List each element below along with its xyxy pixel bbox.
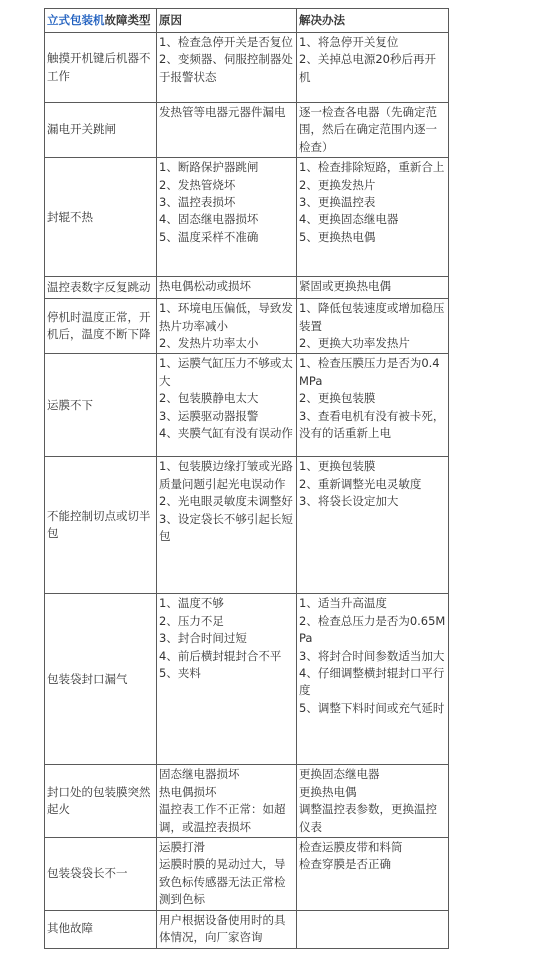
solution-cell — [297, 103, 449, 158]
solution-line: 检查运膜皮带和料筒 — [299, 840, 403, 855]
solution-line: 3、更换温控表 — [299, 195, 376, 210]
cause-line: 2、光电眼灵敏度未调整好 — [159, 494, 293, 509]
solution-line: 3、查看电机有没有被卡死，没有的话重新上电 — [299, 408, 445, 441]
cause-line: 2、压力不足 — [159, 613, 224, 628]
cause-line: 固态继电器损坏 — [159, 767, 240, 782]
solution-line: 1、检查压膜压力是否为0.4MPa — [299, 356, 440, 388]
header-solution: 解决办法 — [297, 9, 449, 33]
solution-cell — [297, 765, 449, 838]
fault-type-cell: 温控表数字反复跳动 — [45, 277, 157, 299]
cause-cell — [157, 838, 297, 911]
solution-line: 5、调整下料时间或充气延时 — [299, 700, 445, 715]
cause-line: 1、环境电压偏低，导致发热片功率减小 — [159, 301, 293, 333]
cause-line: 4、固态继电器损坏 — [159, 212, 259, 227]
solution-line: 更换固态继电器 — [299, 767, 380, 782]
cause-line: 4、夹膜气缸有没有误动作 — [159, 426, 293, 441]
solution-cell — [297, 594, 449, 765]
table-row — [45, 158, 449, 277]
header-fault-type — [45, 9, 157, 33]
cause-line: 温控表工作不正常：如超调，或温控表损坏 — [159, 802, 286, 834]
table-row — [45, 354, 449, 457]
table-row — [45, 910, 449, 948]
cause-line: 4、前后横封辊封合不平 — [159, 648, 282, 663]
troubleshooting-table — [44, 8, 449, 949]
cause-line: 3、设定袋长不够引起长短包 — [159, 511, 293, 544]
cause-line: 5、夹料 — [159, 666, 201, 681]
cause-cell — [157, 354, 297, 457]
cause-line: 1、断路保护器跳闸 — [159, 160, 259, 175]
packaging-machine-link[interactable]: 立式包装机 — [47, 12, 105, 27]
cause-cell — [157, 457, 297, 594]
solution-line: 紧固或更换热电偶 — [299, 279, 391, 294]
header-cause: 原因 — [157, 9, 297, 33]
cause-cell — [157, 594, 297, 765]
table-header-row — [45, 9, 449, 33]
solution-line: 4、更换固态继电器 — [299, 212, 399, 227]
solution-cell — [297, 277, 449, 299]
solution-line: 2、更换发热片 — [299, 177, 376, 192]
solution-line: 2、检查总压力是否为0.65MPa — [299, 613, 446, 646]
solution-cell — [297, 910, 449, 948]
solution-cell — [297, 457, 449, 594]
fault-type-cell: 漏电开关跳闸 — [45, 103, 157, 158]
cause-line: 1、检查急停开关是否复位 — [159, 35, 293, 49]
table-row — [45, 103, 449, 158]
table-row — [45, 838, 449, 911]
cause-line: 2、发热管烧坏 — [159, 177, 236, 192]
solution-line: 1、适当升高温度 — [299, 596, 387, 611]
fault-type-cell: 触摸开机键后机器不工作 — [45, 33, 157, 103]
solution-line: 3、将袋长设定加大 — [299, 494, 399, 509]
cause-line: 3、封合时间过短 — [159, 631, 247, 646]
solution-cell — [297, 33, 449, 103]
fault-type-cell: 其他故障 — [45, 910, 157, 948]
header-fault-type-label: 故障类型 — [104, 12, 151, 27]
cause-cell — [157, 103, 297, 158]
table-row — [45, 765, 449, 838]
cause-line: 运膜打滑 — [159, 840, 205, 855]
solution-line: 5、更换热电偶 — [299, 229, 376, 244]
solution-cell — [297, 354, 449, 457]
cause-cell — [157, 277, 297, 299]
cause-cell — [157, 158, 297, 277]
fault-type-cell: 封辊不热 — [45, 158, 157, 277]
table-row — [45, 33, 449, 103]
cause-line: 3、运膜驱动器报警 — [159, 408, 259, 423]
solution-cell — [297, 158, 449, 277]
solution-line: 逐一检查各电器（先确定范围，然后在确定范围内逐一检查） — [299, 105, 437, 154]
cause-cell — [157, 910, 297, 948]
solution-cell — [297, 838, 449, 911]
table-row — [45, 299, 449, 354]
solution-line: 2、重新调整光电灵敏度 — [299, 476, 422, 491]
fault-type-cell: 不能控制切点或切半包 — [45, 457, 157, 594]
cause-cell — [157, 33, 297, 103]
fault-type-cell: 包装袋封口漏气 — [45, 594, 157, 765]
solution-line: 检查穿膜是否正确 — [299, 857, 391, 872]
cause-line: 用户根据设备使用时的具体情况，向厂家咨询 — [159, 912, 286, 945]
solution-line: 1、降低包装速度或增加稳压装置 — [299, 301, 445, 333]
solution-line: 调整温控表参数，更换温控仪表 — [299, 802, 437, 834]
table-row — [45, 594, 449, 765]
cause-line: 3、温控表损坏 — [159, 195, 236, 210]
cause-line: 2、发热片功率太小 — [159, 336, 259, 351]
solution-cell — [297, 299, 449, 354]
cause-line: 1、温度不够 — [159, 596, 224, 611]
cause-line: 热电偶松动或损坏 — [159, 279, 251, 294]
solution-line: 1、更换包装膜 — [299, 459, 376, 474]
solution-line: 2、更换包装膜 — [299, 391, 376, 406]
solution-line: 1、检查排除短路，重新合上 — [299, 160, 445, 175]
solution-line: 2、关掉总电源20秒后再开机 — [299, 52, 436, 84]
cause-line: 发热管等电器元器件漏电 — [159, 105, 286, 119]
fault-type-cell: 停机时温度正常，开机后，温度不断下降 — [45, 299, 157, 354]
cause-line: 2、变频器、伺服控制器处于报警状态 — [159, 52, 293, 84]
solution-line: 4、仔细调整横封辊封口平行度 — [299, 666, 445, 698]
cause-line: 热电偶损坏 — [159, 784, 217, 799]
cause-line: 5、温度采样不准确 — [159, 229, 259, 244]
solution-line: 1、将急停开关复位 — [299, 35, 399, 49]
solution-line: 更换热电偶 — [299, 784, 357, 799]
solution-line: 3、将封合时间参数适当加大 — [299, 648, 445, 663]
cause-cell — [157, 299, 297, 354]
cause-line: 1、运膜气缸压力不够或太大 — [159, 356, 293, 388]
table-row — [45, 277, 449, 299]
cause-line: 1、包装膜边缘打皱或光路质量问题引起光电误动作 — [159, 459, 293, 491]
fault-type-cell: 运膜不下 — [45, 354, 157, 457]
cause-line: 2、包装膜静电太大 — [159, 391, 259, 406]
table-row — [45, 457, 449, 594]
cause-cell — [157, 765, 297, 838]
fault-type-cell: 封口处的包装膜突然起火 — [45, 765, 157, 838]
cause-line: 运膜时膜的晃动过大，导致色标传感器无法正常检测到色标 — [159, 857, 286, 907]
solution-line: 2、更换大功率发热片 — [299, 336, 410, 351]
fault-type-cell: 包装袋袋长不一 — [45, 838, 157, 911]
